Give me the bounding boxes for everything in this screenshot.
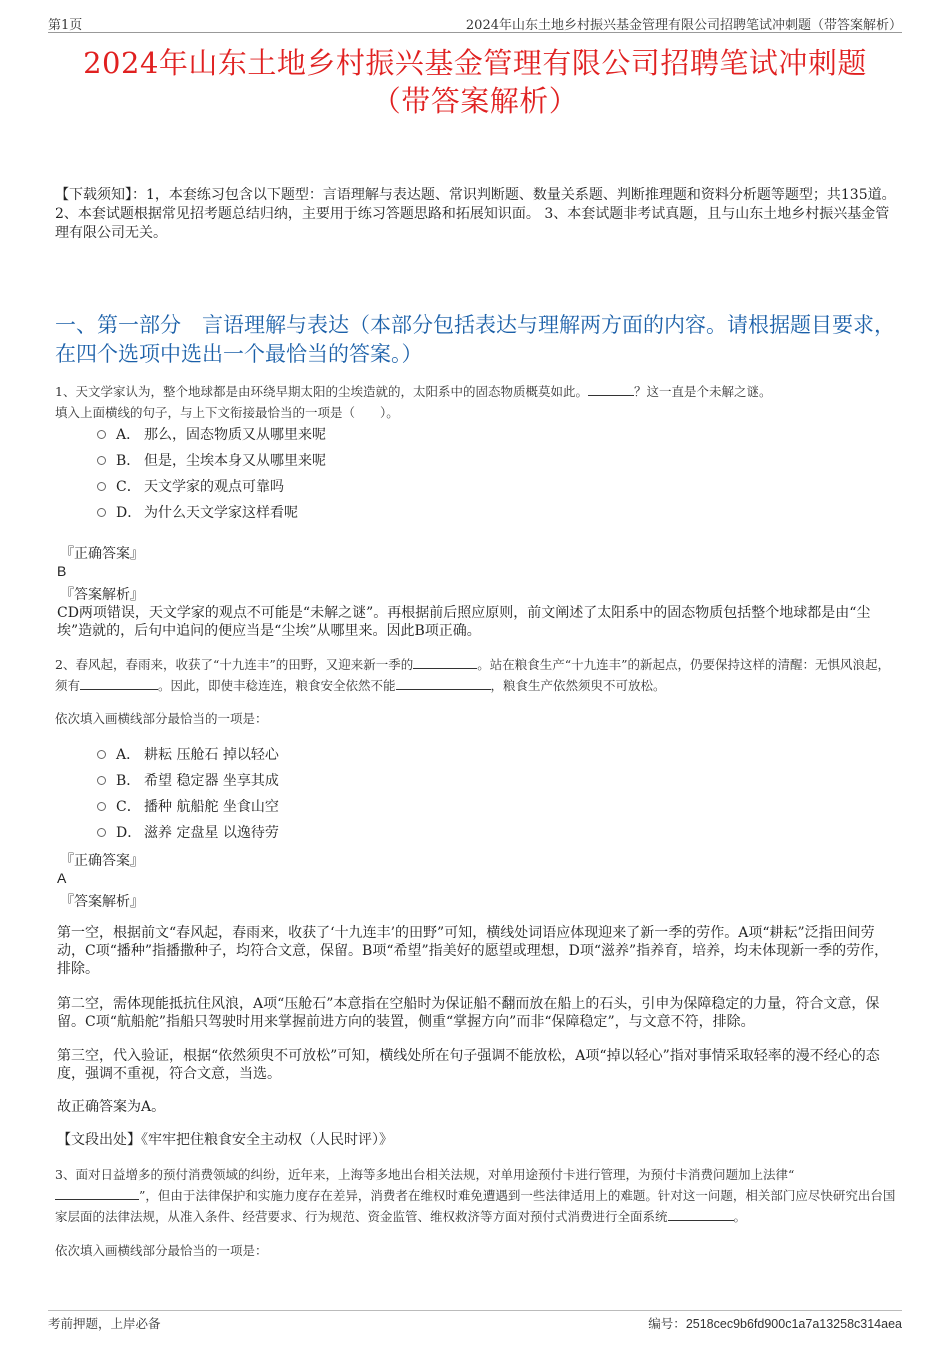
q1-correct-label: 『正确答案』 [60,546,144,562]
q3-blank-1 [55,1187,139,1200]
section-heading: 一、第一部分 言语理解与表达（本部分包括表达与理解两方面的内容。请根据题目要求，在四个选项中选出一个最恰当的答案。） [55,313,895,366]
radio-icon[interactable] [97,802,106,811]
q2-answer: A [57,870,67,886]
radio-icon[interactable] [97,828,106,837]
q3-blank-2 [668,1208,734,1221]
option-letter: D． [116,825,142,841]
option-text: 希望 稳定器 坐享其成 [144,773,279,789]
option-letter: A． [116,427,141,443]
q2-text-part-c: 。因此，即使丰稔连连，粮食安全依然不能 [158,678,396,693]
code-value: 2518cec9b6fd900c1a7a13258c314aea [685,1317,902,1331]
q1-text-part-b: ？这一直是个未解之谜。 [633,384,772,399]
footer-slogan: 考前押题，上岸必备 [48,1316,161,1331]
q2-option-c[interactable] [97,795,279,817]
q2-blank-1 [413,656,477,669]
q2-analysis-label: 『答案解析』 [60,894,144,910]
code-label: 编号： [648,1316,686,1331]
q1-analysis-label: 『答案解析』 [60,587,144,603]
q3-text-part-b: ”，但由于法律保护和实施力度存在差异，消费者在维权时难免遭遇到一些法律适用上的难题。针对这一问题，相关部门应尽快研究出台国家层面的法律法规，从准入条件、经营要求、行为规范、资金监管、维权救济等方面对预付式消费进行全面系统 [55,1188,896,1224]
q2-analysis-p2: 第二空，需体现能抵抗住风浪，A项“压舱石”本意指在空船时为保证船不翻而放在船上的石头，引申为保障稳定的力量，符合文意，保留。C项“航船舵”指船只驾驶时用来掌握前进方向的装置，侧重“掌握方向”而非“保障稳定”，与文意不符，排除。 [57,996,880,1030]
q1-option-d[interactable] [97,501,298,523]
radio-icon[interactable] [97,776,106,785]
q1-option-b[interactable] [97,449,326,471]
download-notice: 【下载须知】：1，本套练习包含以下题型：言语理解与表达题、常识判断题、数量关系题、判断推理题和资料分析题等题型；共135道。 2、本套试题根据常见招考题总结归纳，主要用于练习答题思路和拓展知识面。 3、本套试题非考试真题，且与山东土地乡村振兴基金管理有限公司无关。 [55,187,896,241]
option-text: 那么，固态物质又从哪里来呢 [144,427,326,443]
radio-icon[interactable] [97,482,106,491]
option-text: 耕耘 压舱石 掉以轻心 [144,747,279,763]
q2-correct-label: 『正确答案』 [60,853,144,869]
option-text: 播种 航船舵 坐食山空 [144,799,279,815]
q2-analysis-p1: 第一空，根据前文“春风起，春雨来，收获了‘十九连丰’的田野”可知，横线处词语应体现迎来了新一季的劳作。A项“耕耘”泛指田间劳动，C项“播种”指播撒种子，均符合文意，保留。B项“希望”指美好的愿望或理想，D项“滋养”指养育，培养，均未体现新一季的劳作，排除。 [57,925,889,977]
title-line-1: 2024年山东土地乡村振兴基金管理有限公司招聘笔试冲刺题 [83,46,867,80]
question-3-text [55,1164,900,1227]
option-letter: C． [116,479,141,495]
option-letter: C． [116,799,141,815]
q2-text-part-b: 。站在粮食生产“十九连丰”的新起点，仍要保持这样的清醒：无惧风浪起，须有 [55,657,891,693]
q2-blank-2 [80,677,158,690]
option-text: 为什么天文学家这样看呢 [144,505,298,521]
option-text: 滋养 定盘星 以逸待劳 [144,825,279,841]
q3-prompt: 依次填入画横线部分最恰当的一项是： [55,1243,268,1258]
page-title [40,44,910,120]
q2-option-d[interactable] [97,821,279,843]
q2-source: 【文段出处】《牢牢把住粮食安全主动权（人民时评）》 [57,1132,393,1148]
radio-icon[interactable] [97,430,106,439]
q1-text-part-a: 1、天文学家认为，整个地球都是由环绕早期太阳的尘埃造就的，太阳系中的固态物质概莫如此。 [55,384,588,399]
radio-icon[interactable] [97,456,106,465]
q2-analysis-p4: 故正确答案为A。 [57,1099,166,1115]
q2-text-part-d: ，粮食生产依然须臾不可放松。 [490,678,666,693]
question-1-text [55,381,900,423]
radio-icon[interactable] [97,508,106,517]
document-code [648,1314,902,1332]
q2-option-b[interactable] [97,769,279,791]
q3-text-part-c: 。 [733,1209,747,1224]
option-letter: A． [116,747,141,763]
footer-divider [48,1310,902,1311]
q1-blank [588,383,634,396]
q1-option-c[interactable] [97,475,284,497]
q3-text-part-a: 3、面对日益增多的预付消费领域的纠纷，近年来，上海等多地出台相关法规，对单用途预付卡进行管理，为预付卡消费问题加上法律“ [55,1167,795,1182]
page-number: 第1页 [48,18,83,33]
radio-icon[interactable] [97,750,106,759]
header-divider [48,32,902,33]
option-text: 天文学家的观点可靠吗 [144,479,284,495]
q2-text-part-a: 2、春风起，春雨来，收获了“十九连丰”的田野，又迎来新一季的 [55,657,414,672]
q2-analysis-p3: 第三空，代入验证，根据“依然须臾不可放松”可知，横线处所在句子强调不能放松，A项“掉以轻心”指对事情采取轻率的漫不经心的态度，强调不重视，符合文意，当选。 [57,1048,880,1082]
option-letter: B． [116,453,141,469]
q1-instruction: 填入上面横线的句子，与上下文衔接最恰当的一项是（ ）。 [55,405,399,420]
q2-prompt: 依次填入画横线部分最恰当的一项是： [55,711,268,726]
question-2-text [55,654,900,696]
q2-option-a[interactable] [97,743,279,765]
q1-option-a[interactable] [97,423,326,445]
option-letter: D． [116,505,142,521]
q1-answer: B [57,563,67,579]
option-letter: B． [116,773,141,789]
option-text: 但是，尘埃本身又从哪里来呢 [144,453,326,469]
title-line-2: （带答案解析） [371,84,579,118]
q1-analysis: CD两项错误，天文学家的观点不可能是“未解之谜”。再根据前后照应原则，前文阐述了太阳系中的固态物质包括整个地球都是由“尘埃”造就的，后句中追问的便应当是“尘埃”从哪里来。因此B项正确。 [57,605,871,639]
q2-blank-3 [396,677,491,690]
header-doc-title: 2024年山东土地乡村振兴基金管理有限公司招聘笔试冲刺题（带答案解析） [465,18,902,33]
